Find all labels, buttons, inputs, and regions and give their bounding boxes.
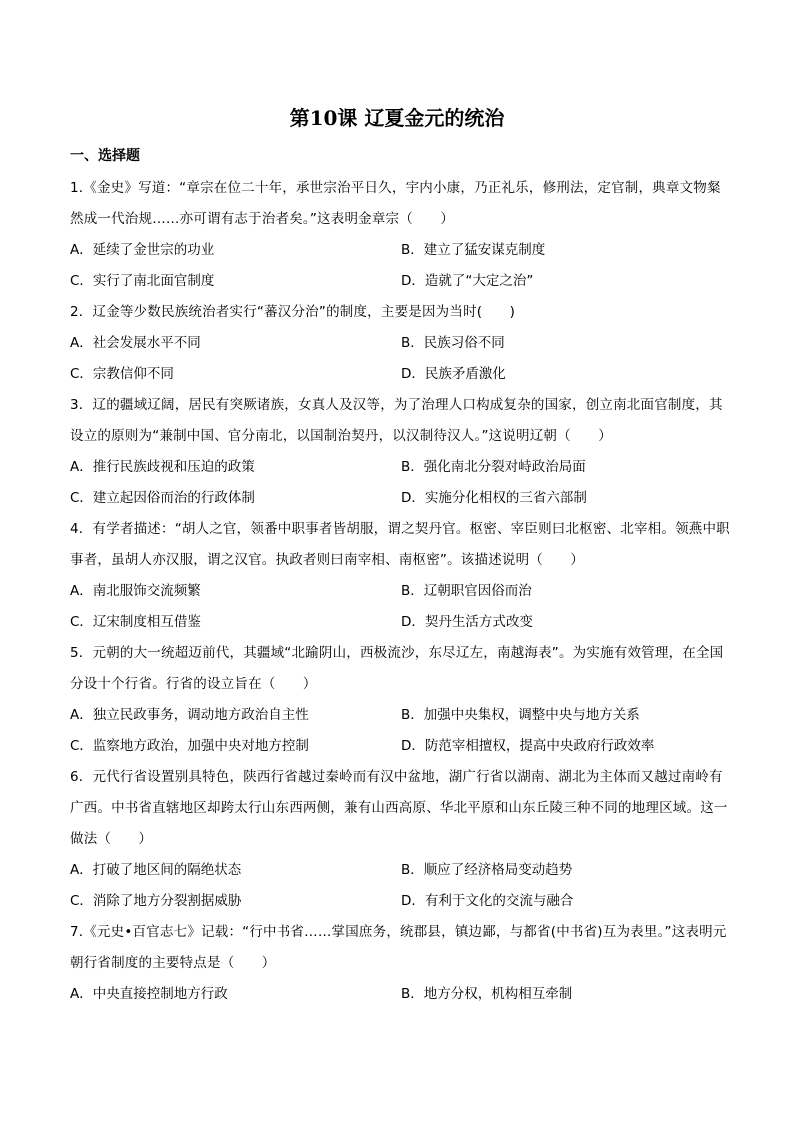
question-stem: 2．辽金等少数民族统治者实行“蕃汉分治”的制度，主要是因为当时( ) xyxy=(70,304,516,320)
option-a: A．打破了地区间的隔绝状态 xyxy=(70,862,242,878)
option-row xyxy=(70,607,730,638)
question-list xyxy=(70,173,730,1010)
option-a: A．社会发展水平不同 xyxy=(70,335,201,351)
option-b: B．建立了猛安谋克制度 xyxy=(401,242,546,258)
option-d: D．民族矛盾激化 xyxy=(401,366,506,382)
option-a: A．独立民政事务，调动地方政治自主性 xyxy=(70,707,309,723)
option-c: C．消除了地方分裂割据威胁 xyxy=(70,893,242,909)
page-title: 第10课 辽夏金元的统治 xyxy=(289,106,505,130)
option-row xyxy=(70,266,730,297)
option-a: A．延续了金世宗的功业 xyxy=(70,242,215,258)
option-row xyxy=(70,979,730,1010)
question-stem: 3．辽的疆域辽阔，居民有突厥诸族，女真人及汉等，为了治理人口构成复杂的国家，创立南北面官制度，其设立的原则为“兼制中国、官分南北，以国制治契丹，以汉制待汉人。”这说明辽朝（ ） xyxy=(70,397,723,444)
option-c: C．辽宋制度相互借鉴 xyxy=(70,614,201,630)
question-5 xyxy=(70,638,730,762)
section-heading: 一、选择题 xyxy=(70,148,140,164)
option-b: B．民族习俗不同 xyxy=(401,335,505,351)
option-row xyxy=(70,855,730,886)
question-1 xyxy=(70,173,730,297)
option-b: B．顺应了经济格局变动趋势 xyxy=(401,862,573,878)
question-stem: 7.《元史•百官志七》记载：“行中书省……掌国庶务，统郡县，镇边鄙，与都省(中书省)互为表里。”这表明元朝行省制度的主要特点是（ ） xyxy=(70,924,727,971)
option-row xyxy=(70,576,730,607)
option-row xyxy=(70,359,730,390)
option-c: C．实行了南北面官制度 xyxy=(70,273,215,289)
question-stem: 1.《金史》写道：“章宗在位二十年，承世宗治平日久，宇内小康，乃正礼乐，修刑法，定官制，典章文物粲然成一代治规……亦可谓有志于治者矣。”这表明金章宗（ ） xyxy=(70,180,721,227)
question-6 xyxy=(70,762,730,917)
question-7 xyxy=(70,917,730,1010)
option-d: D．有利于文化的交流与融合 xyxy=(401,893,574,909)
option-d: D．实施分化相权的三省六部制 xyxy=(401,490,587,506)
option-a: A．中央直接控制地方行政 xyxy=(70,986,228,1002)
question-stem: 5．元朝的大一统超迈前代，其疆域“北踰阴山，西极流沙，东尽辽左，南越海表”。为实施有效管理，在全国分设十个行省。行省的设立旨在（ ） xyxy=(70,645,724,692)
option-row xyxy=(70,731,730,762)
option-d: D．造就了“大定之治” xyxy=(401,273,534,289)
question-4 xyxy=(70,514,730,638)
option-a: A．推行民族歧视和压迫的政策 xyxy=(70,459,255,475)
option-row xyxy=(70,886,730,917)
option-c: C．建立起因俗而治的行政体制 xyxy=(70,490,255,506)
question-stem: 6．元代行省设置别具特色，陕西行省越过秦岭而有汉中盆地，湖广行省以湖南、湖北为主体而又越过南岭有广西。中书省直辖地区却跨太行山东西两侧，兼有山西高原、华北平原和山东丘陵三种不同的地理区域。这一做法（ ） xyxy=(70,769,728,847)
option-d: D．防范宰相擅权，提高中央政府行政效率 xyxy=(401,738,655,754)
question-3 xyxy=(70,390,730,514)
option-c: C．宗教信仰不同 xyxy=(70,366,174,382)
option-row xyxy=(70,328,730,359)
option-row xyxy=(70,700,730,731)
question-2 xyxy=(70,297,730,390)
option-d: D．契丹生活方式改变 xyxy=(401,614,533,630)
option-row xyxy=(70,235,730,266)
option-row xyxy=(70,452,730,483)
option-row xyxy=(70,483,730,514)
option-a: A．南北服饰交流频繁 xyxy=(70,583,201,599)
question-stem: 4．有学者描述：“胡人之官，领番中职事者皆胡服，谓之契丹官。枢密、宰臣则曰北枢密、北宰相。领燕中职事者，虽胡人亦汉服，谓之汉官。执政者则曰南宰相、南枢密”。该描述说明（ ） xyxy=(70,521,730,568)
option-b: B．地方分权，机构相互牵制 xyxy=(401,986,573,1002)
option-b: B．辽朝职官因俗而治 xyxy=(401,583,532,599)
option-b: B．加强中央集权，调整中央与地方关系 xyxy=(401,707,640,723)
option-b: B．强化南北分裂对峙政治局面 xyxy=(401,459,586,475)
option-c: C．监察地方政治，加强中央对地方控制 xyxy=(70,738,309,754)
